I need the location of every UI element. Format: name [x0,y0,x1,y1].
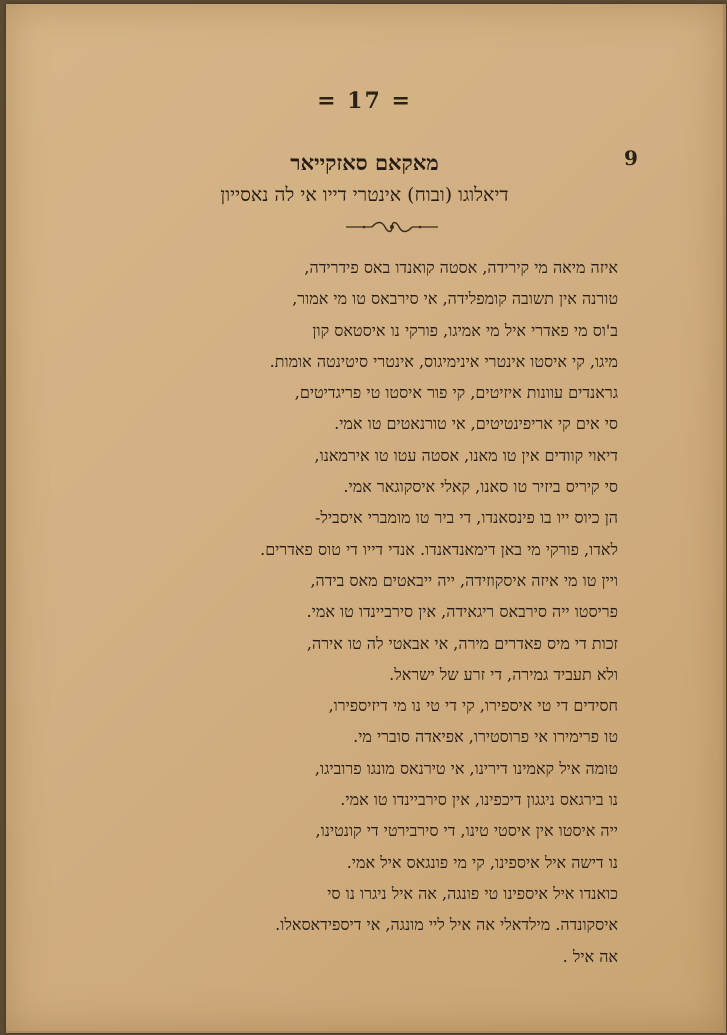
text-line: כואנדו איל איספינו טי פונגה, אה איל ניגרו נו סי [327,883,618,903]
text-line: טומה איל קאמינו דירינו, אי טירנאס מונגו פרוביגו, [314,758,618,778]
text-line: נו דישה איל איספינו, קי מי פונגאס איל אמי. [346,852,618,872]
text-line: ויין טו מי איזה איסקוזידה, ייה ייבאטים מאס בידה, [310,570,618,590]
text-line: פריסטו ייה סירבאס ריגאידה, אין סירביינדו טו אמי. [306,602,618,622]
text-line: סי קיריס ביזיר טו סאנו, קאלי איסקוגאר אמי. [343,477,618,497]
song-number: 9 [624,146,638,170]
text-line: דיאוי קוודים אין טו מאנו, אסטה עטו טו אירמאנו, [314,445,618,465]
text-line: טו פרימירו אי פרוסטירו, אפיאדה סוברי מי. [353,727,618,747]
song-title: מאקאם סאזקייאר [290,150,439,175]
text-line: אה איל . [562,946,618,966]
page-number: = 17 = [317,88,412,114]
text-line: זכות די מיס פאדרים מירה, אי אבאטי לה טו אירה, [306,633,618,653]
text-line: חסידים די טי איספירו, קי די טי נו מי דיזיספירו, [328,696,618,716]
decorative-ornament-icon [344,218,440,236]
text-line: ב'וס מי פאדרי איל מי אמיגו, פורקי נו איסטאס קון [312,320,618,340]
text-line: סי אים קי אריפינטיטים, אי טורנאטים טו אמי. [334,414,618,434]
text-line: מיגו, קי איסטו אינטרי אינימיגוס, אינטרי סיטינטה אומות. [269,351,618,371]
text-line: איסקונדה. מילדאלי אה איל ליי מונגה, אי דיספידאסאלו. [275,915,618,935]
text-line: לאדו, פורקי מי באן דימאנדאנדו. אנדי דייו די טוס פאדרים. [260,539,618,559]
text-line: ולא תעביד גמירה, די זרע של ישראל. [389,664,618,684]
song-body [158,252,618,972]
book-page [6,4,726,1033]
text-line: גראנדים עוונות איזיטים, קי פור איסטו טי פריגדיטים, [294,383,618,403]
text-line: הן כיוס ייו בו פינסאנדו, די ביר טו מומברי איסביל- [314,508,618,528]
text-line: טורנה אין תשובה קומפלידה, אי סירבאס טו מי אמור, [292,289,618,309]
text-line: ייה איסטו אין איסטי טינו, די סירבירטי די קונטינו, [315,821,618,841]
text-line: איזה מיאה מי קירידה, אסטה קואנדו באס פידרידה, [304,258,618,277]
text-line: נו בירגאס ניגגון דיכפינו, אין סירביינדו טו אמי. [340,790,618,810]
song-subtitle: דיאלוגו (ובוח) אינטרי דייו אי לה נאסייון [220,184,509,206]
